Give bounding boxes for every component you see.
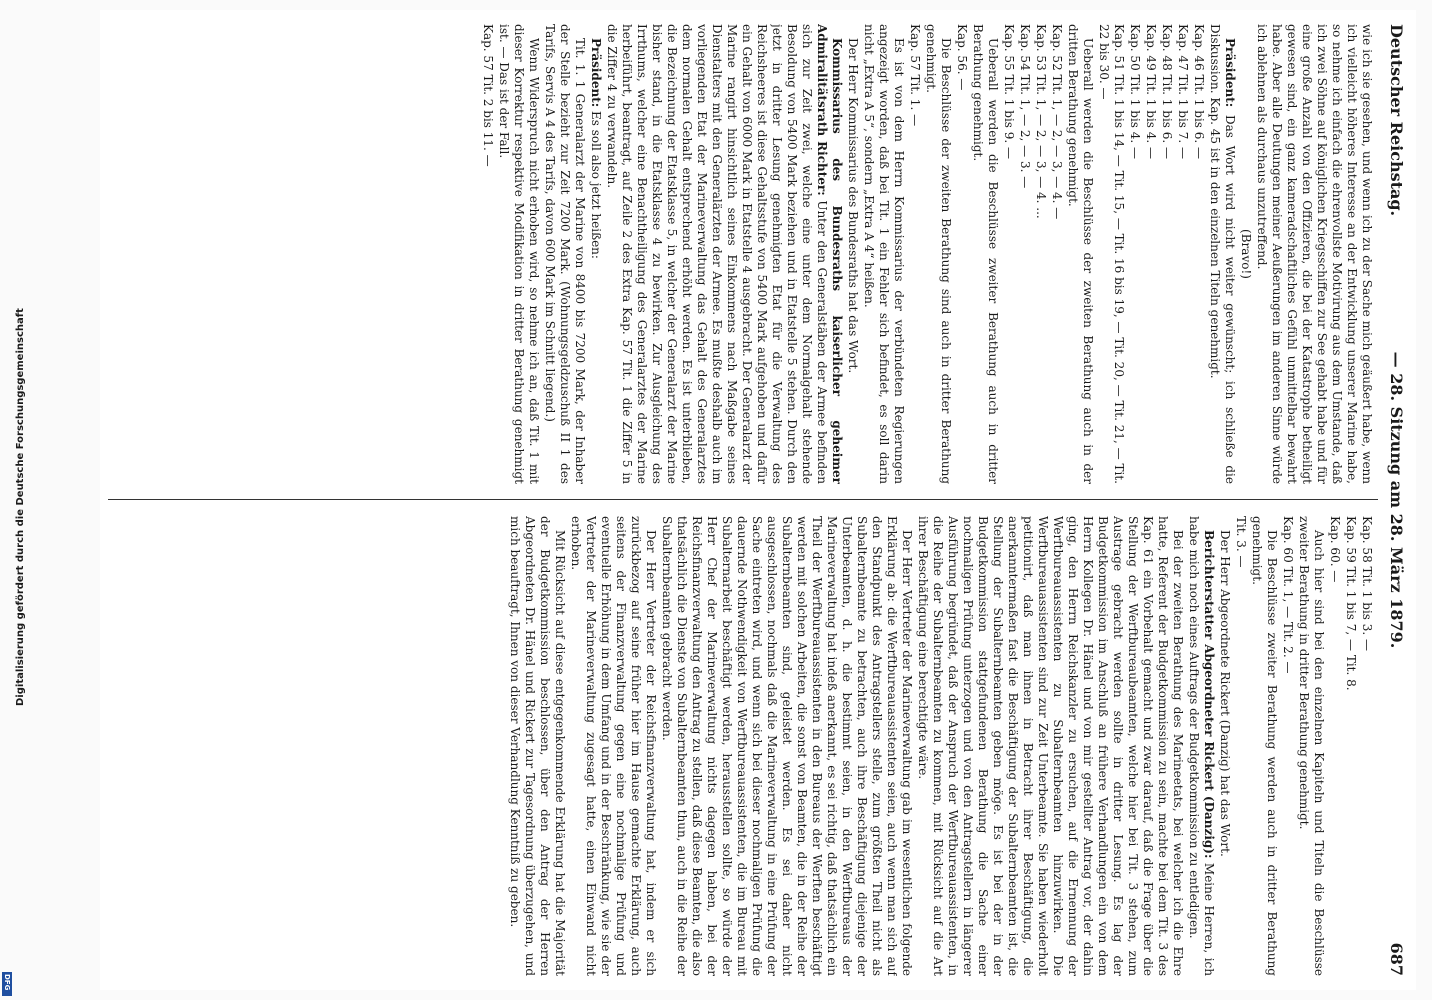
paragraph-text: Kap. 55 Tit. 1 bis 9. — xyxy=(1002,24,1016,160)
paragraph xyxy=(1249,516,1279,976)
paragraph xyxy=(588,24,603,484)
paragraph xyxy=(923,24,953,484)
scanned-page xyxy=(100,10,1416,990)
column-divider xyxy=(108,499,1378,500)
digitization-credit xyxy=(2,16,26,976)
paragraph-text: Ueberall werden die Beschlüsse zweiter Berathung auch in dritter Berathung genehmigt. xyxy=(971,24,1000,484)
paragraph-text: Es ist von dem Herrn Kommissarius der verbündeten Regierungen angezeigt worden, daß bei Tit. 1 ein Fehler sich befindet, es soll darin nicht „Extra A 5“, sondern „Extra A 4“ heißen. xyxy=(862,24,906,484)
paragraph-text: Der Herr Vertreter der Marineverwaltung gab im wesentlichen folgende Erklärung ab: die Werftbureauassistenten seien, auch wenn man sich auf den Standpunkt des Antragstellers stelle, zum größten Theil nicht als Subalternbeamte zu betrachten, auch ihre Beschäftigung diejenige der Unterbeamten, d. h. die bestimmt seien, in den Werftbureaus der Marineverwaltung hat indeß anerkannt, es sei richtig, daß thatsächlich ein Theil der Werftbureauassistenten in den Bureaus der Werften beschäftigt werden mit solchen Arbeiten, die sonst von Beamten, die in der Reihe der Subalternbeamten sind, geleistet werden. Es sei daher nicht ausgeschlossen, nochmals daß die Marineverwaltung in eine Prüfung der Sache eintreten wird, und wenn sich bei dieser nochmaligen Prüfung die dauernde Nothwendigkeit von Werftbureauassistenten, die im Bureau mit Subalternarbeit beschäftigt werden, herausstellen sollte, so würde der Herr Chef der Marineverwaltung nichts dagegen haben, bei der Reichsfinanzverwaltung den Antrag zu stellen, daß diese Beamten, die also thatsächlich die Dienste von Subalternbeamten thun, auch in die Reihe der Subalternbeamten gebracht werden. xyxy=(660,516,914,976)
paragraph-text: Mit Rücksicht auf diese entgegenkommende Erklärung hat die Majorität der Budgetkommission beschlossen, über den Antrag der Herren Abgeordneten Dr. Hänel und Rickert zur Tagesordnung überzugehen, und mich beauftragt, Ihnen von dieser Verhandlung Kenntniß zu geben. xyxy=(508,516,567,976)
paragraph-text: Bei der zweiten Berathung des Marineetats, bei welcher ich die Ehre hatte, Referent der Budgetkommission zu sein, machte bei dem Tit. 3 des Kap. 61 ein Vorbehalt gemacht und zwar darauf, daß die Frage über die Stellung der Werftbureaubeamten, welche hier bei Tit. 3 stehen, zum Austrage gebracht werden sollte in dritter Lesung. Es lag der Budgetkommission im Anschluß an frühere Verhandlungen ein von dem Herrn Kollegen Dr. Hänel und von mir gestellter Antrag vor, der dahin ging, den Herrn Reichskanzler zu ersuchen, auf die Ernennung der Werftbureauassistenten zu Subalternbeamten hinzuwirken. Die Werftbureauassistenten sind zur Zeit Unterbeamte. Sie haben wiederholt petitionirt, daß man ihnen in Betracht ihrer Beschäftigung, die anerkanntermaßen fast die Beschäftigung der Subalternbeamten ist, die Stellung der Subalternbeamten geben möge. Es ist bei der in der Budgetkommission stattgefundenen Berathung die Sache einer nochmaligen Prüfung unterzogen und von den Antragstellern in längerer Ausführung begründet, daß der Anspruch der Werftbureauassistenten, in die Reihe der Subalternbeamten zu kommen, mit Rücksicht auf die Art ihrer Beschäftigung eine berechtigte wäre. xyxy=(916,516,1185,976)
paragraph-text: Auch hier sind bei den einzelnen Kapiteln und Titeln die Beschlüsse zweiter Berathung in dritter Berathung genehmigt. xyxy=(1297,516,1326,976)
paragraph xyxy=(845,24,860,484)
paragraph xyxy=(1143,24,1158,484)
paragraph xyxy=(1254,24,1374,484)
paragraph xyxy=(480,24,495,484)
paragraph-text: Die Beschlüsse zweiter Berathung werden auch in dritter Berathung genehmigt. xyxy=(1250,516,1279,976)
paragraph xyxy=(1096,24,1126,484)
paragraph xyxy=(568,516,658,976)
speaker-name: Berichterstatter Abgeordneter Rickert (Danzig): xyxy=(1202,530,1216,859)
speaker-name: Präsident: xyxy=(589,38,603,108)
paragraph xyxy=(1296,516,1326,976)
publication-title: Deutscher Reichstag. xyxy=(1387,24,1406,217)
paragraph xyxy=(1327,516,1342,976)
speaker-name: Präsident: xyxy=(1223,38,1237,108)
paragraph xyxy=(1207,24,1237,484)
paragraph-text: Kap. 50 Tit. 1 bis 4. — xyxy=(1128,24,1142,160)
paragraph xyxy=(1065,24,1095,484)
paragraph-text: Kap. 57 Tit. 1. — xyxy=(908,24,922,127)
session-title: — 28. Sitzung am 28. März 1879. xyxy=(1387,351,1406,649)
page-number: 687 xyxy=(1387,942,1406,976)
paragraph-text: Kap. 57 Tit. 2 bis 11. — xyxy=(481,24,495,167)
paragraph xyxy=(1186,516,1216,976)
speaker-name: Kommissarius des Bundesraths kaiserlicher geheimer Admiralitätsrath Richter: xyxy=(815,24,844,484)
paragraph-text: Der Herr Abgeordnete Rickert (Danzig) hat das Wort. xyxy=(1218,530,1232,857)
paragraph-text: Der Herr Vertreter der Reichsfinanzverwaltung hat, indem er sich zurückbezog auf seine früher hier im Hause gemachte Erklärung, auch seitens der Finanzverwaltung gegen eine nochmalige Prüfung und eventuelle Erhöhung in dem Umfang und in der Beschränkung, wie sie der Vertreter der Marineverwaltung zugesagt hatte, einen Einwand nicht erhoben. xyxy=(569,516,658,976)
paragraph xyxy=(1359,516,1374,976)
paragraph-text: Unter den Generalstäben der Armee befinden sich zur Zeit zwei, welche eine unter dem Normalgehalt stehende Besoldung von 5400 Mark beziehen und in Etatstelle 5 stehen. Durch den jetzt in dritter Lesung genehmigten Etat für die Verwaltung des Reichsheeres ist diese Gehaltsstufe von 5400 Mark aufgehoben und dafür ein Gehalt von 6000 Mark in Etatstelle 4 ausgebracht. Der Generalarzt der Marine rangirt hinsichtlich seines Einkommens nach Maßgabe seines Dienstalters mit den Generalärzten der Armee. Es mußte deshalb auch im vorliegenden Etat der Marineverwaltung das Gehalt des Generalarztes dem normalen Gehalt entsprechend erhöht werden. Es ist unterblieben, die Bezeichnung der Etatsklasse 5, in welcher der Generalarzt der Marine bisher stand, in die Etatsklasse 4 zu bewirken. Zur Ausgleichung des Irrthums, welcher eine Benachtheiligung des Generalarztes der Marine herbeiführt, beantragt, auf Zeile 2 des Extra Kap. 57 Tit. 1 die Ziffer 5 in die Ziffer 4 zu verwandeln. xyxy=(605,24,829,484)
paragraph xyxy=(604,24,844,484)
paragraph xyxy=(1033,24,1048,484)
paragraph-text: Tit. 3. — xyxy=(1234,516,1248,568)
paragraph xyxy=(907,24,922,484)
paragraph xyxy=(1175,24,1190,484)
logo-label: DFG xyxy=(3,974,11,991)
paragraph-text: Der Herr Kommissarius des Bundesraths hat das Wort. xyxy=(846,38,860,374)
paragraph-text: Es soll also jetzt heißen: xyxy=(589,111,603,259)
right-text-column xyxy=(114,516,1374,976)
paragraph-text: Kap. 53 Tit. 1, — 2, — 3, — 4. ... xyxy=(1034,24,1048,219)
paragraph xyxy=(1127,24,1142,484)
paragraph xyxy=(1191,24,1206,484)
paragraph-text: Kap. 59 Tit. 1 bis 7, — Tit. 8. xyxy=(1344,516,1358,691)
paragraph xyxy=(1159,24,1174,484)
paragraph xyxy=(1049,24,1064,484)
paragraph xyxy=(861,24,906,484)
paragraph xyxy=(542,24,587,484)
paragraph-text: wie ich sie gesehen, und wenn ich zu der Sache mich geäußert habe, wenn ich vielleicht höheres Interesse an der Entwicklung unserer Marine habe, so nehme ich einfach die ehrenvollste Motivirung aus dem Umstande, daß ich zwei Söhne auf königlichen Kriegsschiffen zur See gehabt habe und für eine große Anzahl von den Offizieren, die bei der Katastrophe betheiligt gewesen sind, ein ganz kameradschaftliches Gefühl unmittelbar bewahrt habe. Aber alle Deutungen meiner Aeußerungen im anderen Sinne würde ich ablehnen als durchaus unzutreffend. xyxy=(1255,24,1374,484)
paragraph-text: Kap. 47 Tit. 1 bis 7. — xyxy=(1176,24,1190,160)
paragraph xyxy=(1238,24,1253,484)
paragraph xyxy=(1001,24,1016,484)
paragraph-text: Kap. 56. — xyxy=(955,24,969,91)
paragraph-text: Tit. 1. 1 Generalarzt der Marine von 8400 bis 7200 Mark, der Inhaber der Stelle bezieht zur Zeit 7200 Mark. (Wohnungsgeldzuschuß II 1 des Tarifs, Servis A 4 des Tarifs, davon 600 Mark im Schnitt liegend.) xyxy=(543,24,587,484)
paragraph-text: Das Wort wird nicht weiter gewünscht; ich schließe die Diskussion. Kap. 45 ist in den einzelnen Titeln genehmigt. xyxy=(1208,24,1237,484)
paragraph xyxy=(970,24,1000,484)
paragraph-text: Wenn Widerspruch nicht erhoben wird, so nehme ich an, daß Tit. 1 mit dieser Korrektur respektive Modifikation in dritter Berathung genehmigt ist. — Das ist der Fall. xyxy=(497,24,541,484)
paragraph-text: Meine Herren, ich habe mich noch eines Auftrags der Budgetkommission zu entledigen. xyxy=(1187,516,1216,976)
paragraph xyxy=(954,24,969,484)
paragraph-text: Kap. 48 Tit. 1 bis 6. — xyxy=(1160,24,1174,160)
dfg-logo xyxy=(2,972,12,996)
paragraph-text: Kap. 46 Tit. 1 bis 6. — xyxy=(1192,24,1206,160)
paragraph-text: Kap. 52 Tit. 1, — 2, — 3, — 4. — xyxy=(1050,24,1064,220)
paragraph-text: Kap. 60 Tit. 1, — Tit. 2. — xyxy=(1281,516,1295,674)
paragraph-text: Kap. 58 Tit. 1 bis 3. — xyxy=(1360,516,1374,652)
left-text-column xyxy=(114,24,1374,484)
paragraph xyxy=(1217,516,1232,976)
paragraph-text: Die Beschlüsse der zweiten Berathung sind auch in dritter Berathung genehmigt. xyxy=(924,24,953,484)
paragraph xyxy=(1343,516,1358,976)
paragraph xyxy=(1017,24,1032,484)
credit-text: Digitalisierung gefördert durch die Deutsche Forschungsgemeinschaft xyxy=(15,308,26,706)
page-header xyxy=(1384,24,1406,976)
paragraph-text: Kap. 54 Tit. 1, — 2, — 3. — xyxy=(1018,24,1032,189)
paragraph-text: Kap. 51 Tit. 1 bis 14, — Tit. 15, — Tit. 16 bis 19, — Tit. 20, — Tit. 21, — Tit. 22 bis 30. — xyxy=(1097,24,1126,484)
paragraph-text: (Bravo!) xyxy=(1239,229,1253,279)
paragraph xyxy=(659,516,914,976)
paragraph xyxy=(915,516,1185,976)
paragraph xyxy=(496,24,541,484)
paragraph-text: Kap. 49 Tit. 1 bis 4. — xyxy=(1144,24,1158,160)
paragraph-text: Kap. 60. — xyxy=(1328,516,1342,583)
paragraph xyxy=(1280,516,1295,976)
paragraph xyxy=(1233,516,1248,976)
paragraph xyxy=(507,516,567,976)
paragraph-text: Ueberall werden die Beschlüsse der zweiten Berathung auch in der dritten Berathung genehmigt. xyxy=(1066,24,1095,484)
